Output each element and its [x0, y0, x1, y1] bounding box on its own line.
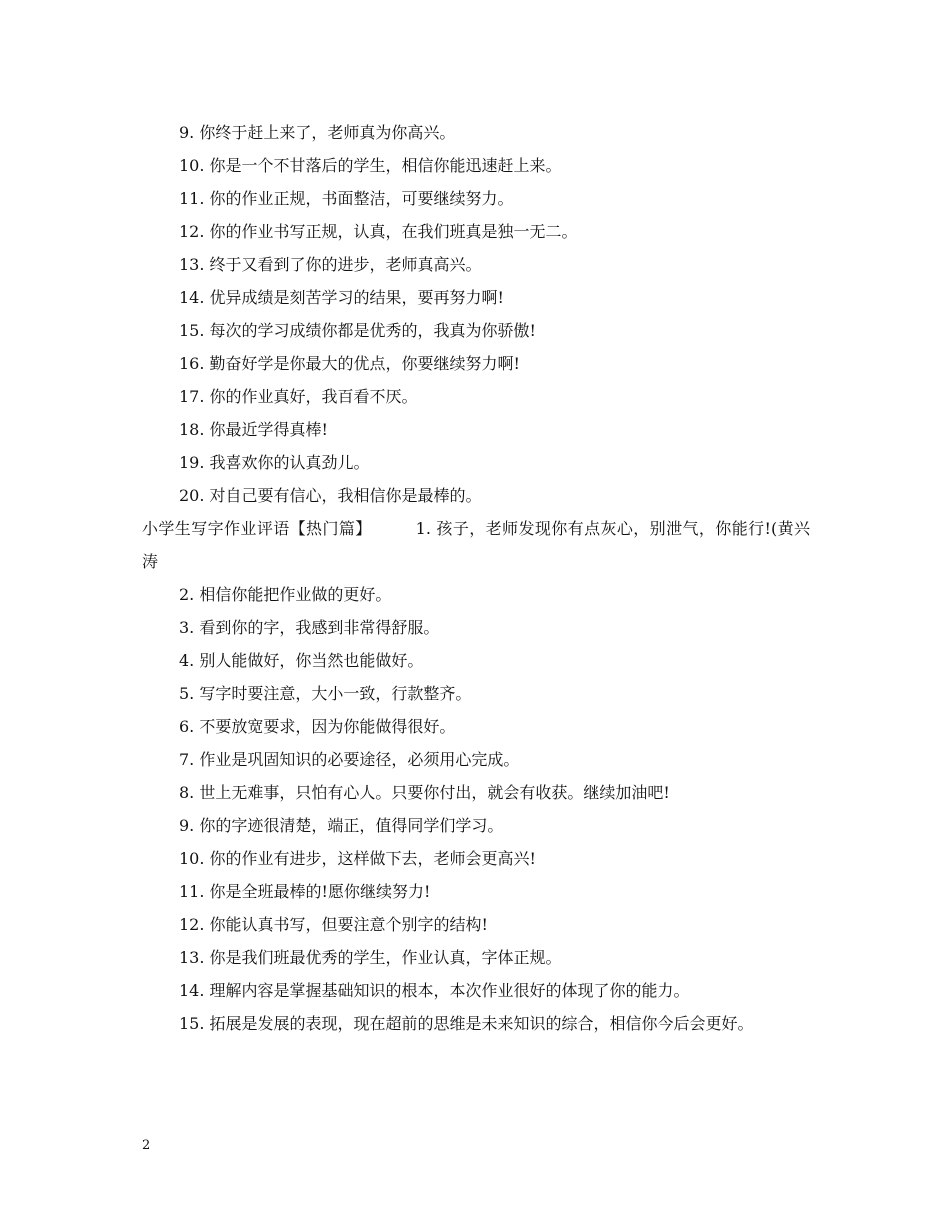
comment-item: 16. 勤奋好学是你最大的优点，你要继续努力啊! [179, 354, 520, 373]
comment-item: 18. 你最近学得真棒! [179, 420, 328, 439]
comment-item: 10. 你是一个不甘落后的学生，相信你能迅速赶上来。 [179, 156, 562, 175]
comment-item: 7. 作业是巩固知识的必要途径，必须用心完成。 [179, 750, 520, 769]
page-content [142, 116, 810, 1040]
comment-item: 15. 每次的学习成绩你都是优秀的，我真为你骄傲! [179, 321, 536, 340]
comment-item: 12. 你能认真书写，但要注意个别字的结构! [179, 915, 488, 934]
comment-item: 10. 你的作业有进步，这样做下去，老师会更高兴! [179, 849, 536, 868]
page-number: 2 [142, 1138, 151, 1153]
comment-item: 17. 你的作业真好，我百看不厌。 [179, 387, 418, 406]
comment-item: 20. 对自己要有信心，我相信你是最棒的。 [179, 486, 482, 505]
comment-item: 14. 优异成绩是刻苦学习的结果，要再努力啊! [179, 288, 504, 307]
comment-item: 5. 写字时要注意，大小一致，行款整齐。 [179, 684, 472, 703]
section-heading-paragraph [142, 512, 810, 578]
comment-item: 2. 相信你能把作业做的更好。 [179, 585, 392, 604]
comment-item: 19. 我喜欢你的认真劲儿。 [179, 453, 370, 472]
comment-item: 11. 你的作业正规，书面整洁，可要继续努力。 [179, 189, 514, 208]
comment-item: 9. 你的字迹很清楚，端正，值得同学们学习。 [179, 816, 504, 835]
comment-item: 11. 你是全班最棒的!愿你继续努力! [179, 882, 431, 901]
comment-item: 3. 看到你的字，我感到非常得舒服。 [179, 618, 440, 637]
comment-item: 6. 不要放宽要求，因为你能做得很好。 [179, 717, 456, 736]
comment-item: 8. 世上无难事，只怕有心人。只要你付出，就会有收获。继续加油吧! [179, 783, 670, 802]
comment-item: 9. 你终于赶上来了，老师真为你高兴。 [179, 123, 456, 142]
section-heading: 小学生写字作业评语【热门篇】 [142, 519, 372, 538]
comment-item: 14. 理解内容是掌握基础知识的根本，本次作业很好的体现了你的能力。 [179, 981, 690, 1000]
comment-item: 4. 别人能做好，你当然也能做好。 [179, 651, 424, 670]
comment-item: 13. 你是我们班最优秀的学生，作业认真，字体正规。 [179, 948, 562, 967]
comment-item: 13. 终于又看到了你的进步，老师真高兴。 [179, 255, 482, 274]
comment-item: 1. 孩子，老师发现你有点灰心，别泄气，你能行!(黄兴涛 [142, 519, 810, 571]
comment-item: 15. 拓展是发展的表现，现在超前的思维是未来知识的综合，相信你今后会更好。 [179, 1014, 754, 1033]
comment-item: 12. 你的作业书写正规，认真，在我们班真是独一无二。 [179, 222, 578, 241]
